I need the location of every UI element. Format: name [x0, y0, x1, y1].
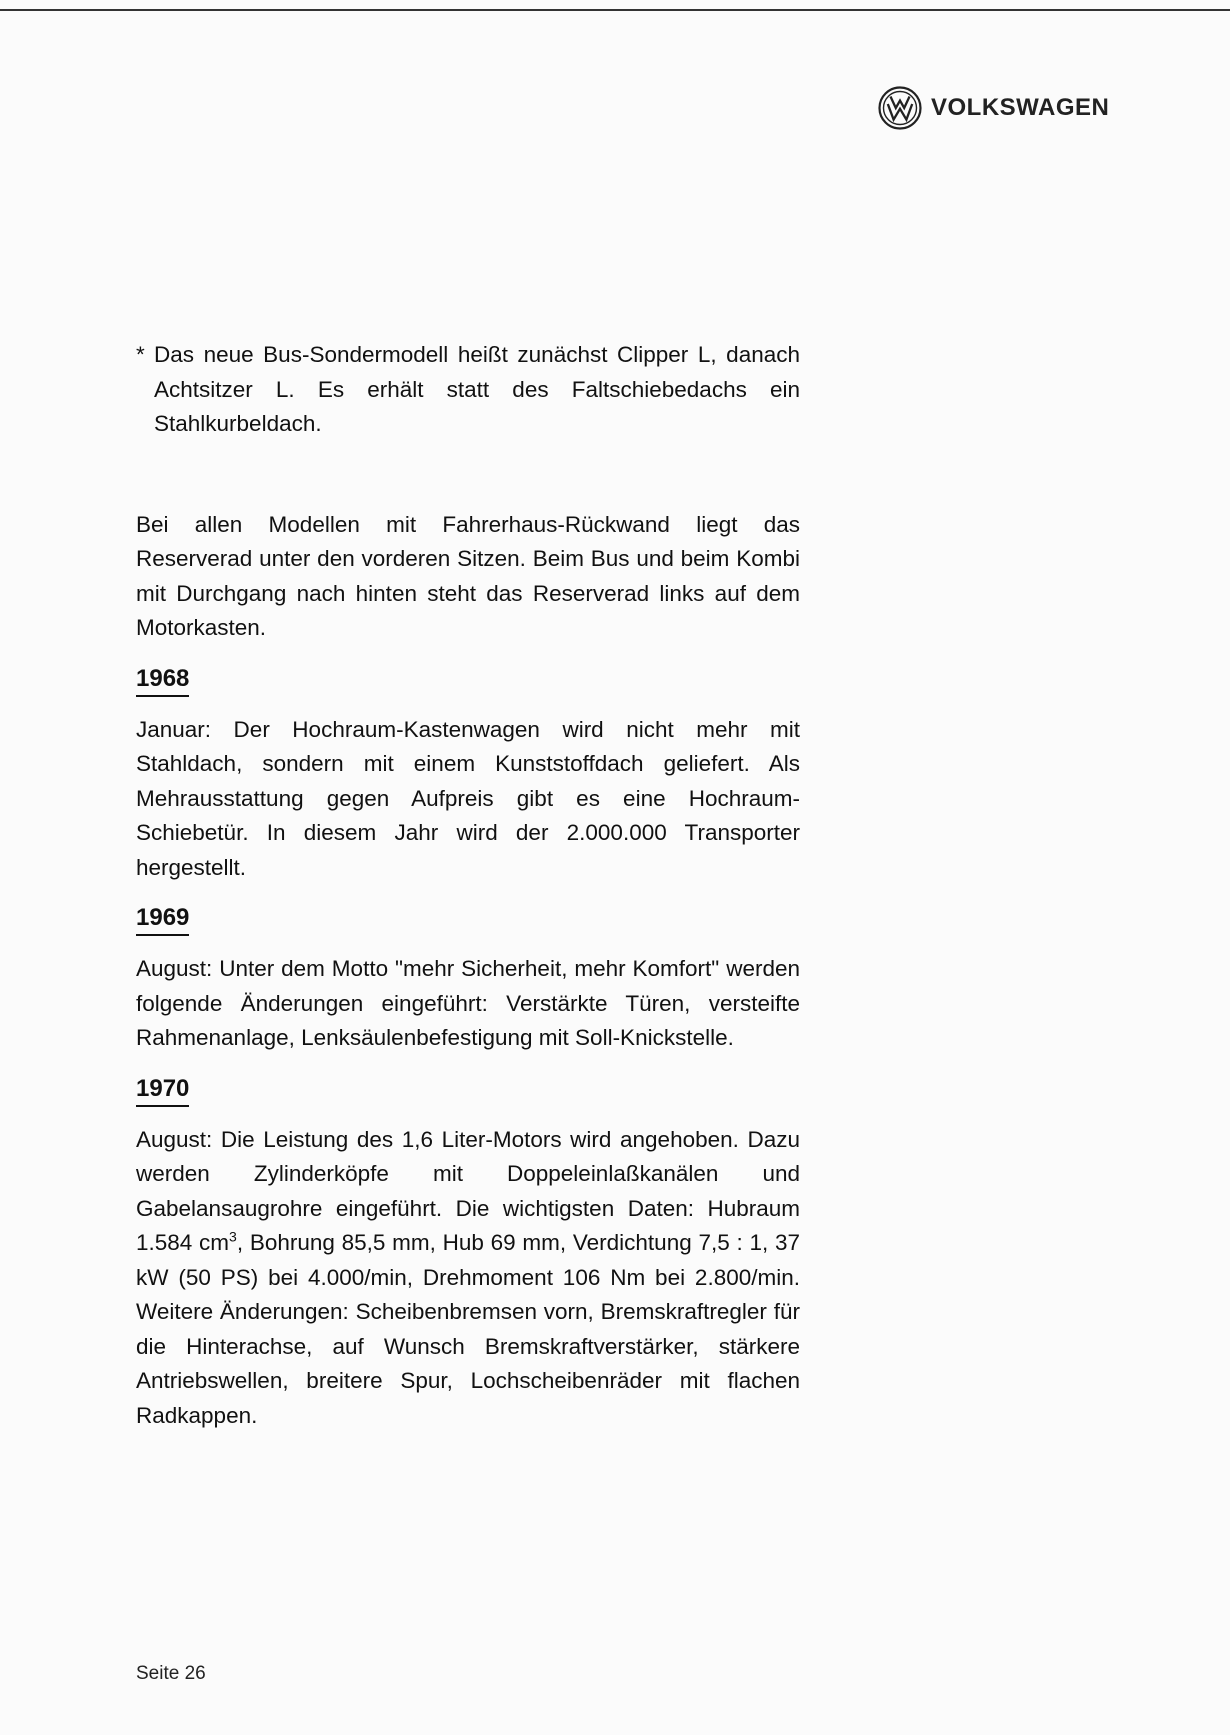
reserve-wheel-paragraph: Bei allen Modellen mit Fahrerhaus-Rückwand liegt das Reserverad unter den vorderen Sitzen. Beim Bus und beim Kombi mit Durchgang nach hinten steht das Reserverad links auf dem Motorkasten.: [136, 511, 800, 640]
year-heading-1970: [136, 1072, 800, 1107]
footnote: [136, 338, 800, 442]
year-label: 1968: [136, 664, 189, 697]
paragraph-1969: August: Unter dem Motto "mehr Sicherheit, mehr Komfort" werden folgende Änderungen eingeführt: Verstärkte Türen, versteifte Rahmenanlage, Lenksäulenbefestigung mit Soll-Knickstelle.: [136, 956, 800, 1050]
paragraph-1968: Januar: Der Hochraum-Kastenwagen wird nicht mehr mit Stahldach, sondern mit einem Kunststoffdach geliefert. Als Mehrausstattung gegen Aufpreis gibt es eine Hochraum-Schiebetür. In diesem Jahr wird der 2.000.000 Transporter hergestellt.: [136, 716, 800, 880]
superscript-3: 3: [229, 1228, 237, 1245]
brand-name: VOLKSWAGEN: [931, 94, 1110, 121]
top-rule: [0, 9, 1230, 11]
vw-logo-icon: [878, 86, 922, 130]
footnote-marker: *: [136, 342, 145, 367]
year-heading-1968: [136, 662, 800, 697]
paragraph-1970-part-1: August: Die Leistung des 1,6 Liter-Motors wird angehoben. Dazu werden Zylinderköpfe mit Doppeleinlaßkanälen und Gabelansaugrohre eingeführt. Die wichtigsten Daten: Hubraum 1.584 cm: [136, 1126, 800, 1255]
footnote-text: Das neue Bus-Sondermodell heißt zunächst Clipper L, danach Achtsitzer L. Es erhält statt des Faltschiebedachs ein Stahlkurbeldach.: [154, 342, 800, 436]
paragraph-1970: [136, 1123, 800, 1434]
paragraph-1970-part-2: , Bohrung 85,5 mm, Hub 69 mm, Verdichtung 7,5 : 1, 37 kW (50 PS) bei 4.000/min, Drehmoment 106 Nm bei 2.800/min. Weitere Änderungen: Scheibenbremsen vorn, Bremskraftregler für die Hinterachse, auf Wunsch Bremskraftverstärker, stärkere Antriebswellen, breitere Spur, Lochscheibenräder mit flachen Radkappen.: [136, 1230, 800, 1428]
year-label: 1970: [136, 1074, 189, 1107]
page-number: Seite 26: [136, 1663, 206, 1684]
year-heading-1969: [136, 901, 800, 936]
volkswagen-logo: [878, 86, 1109, 130]
page-content: [136, 338, 800, 1433]
year-label: 1969: [136, 903, 189, 936]
